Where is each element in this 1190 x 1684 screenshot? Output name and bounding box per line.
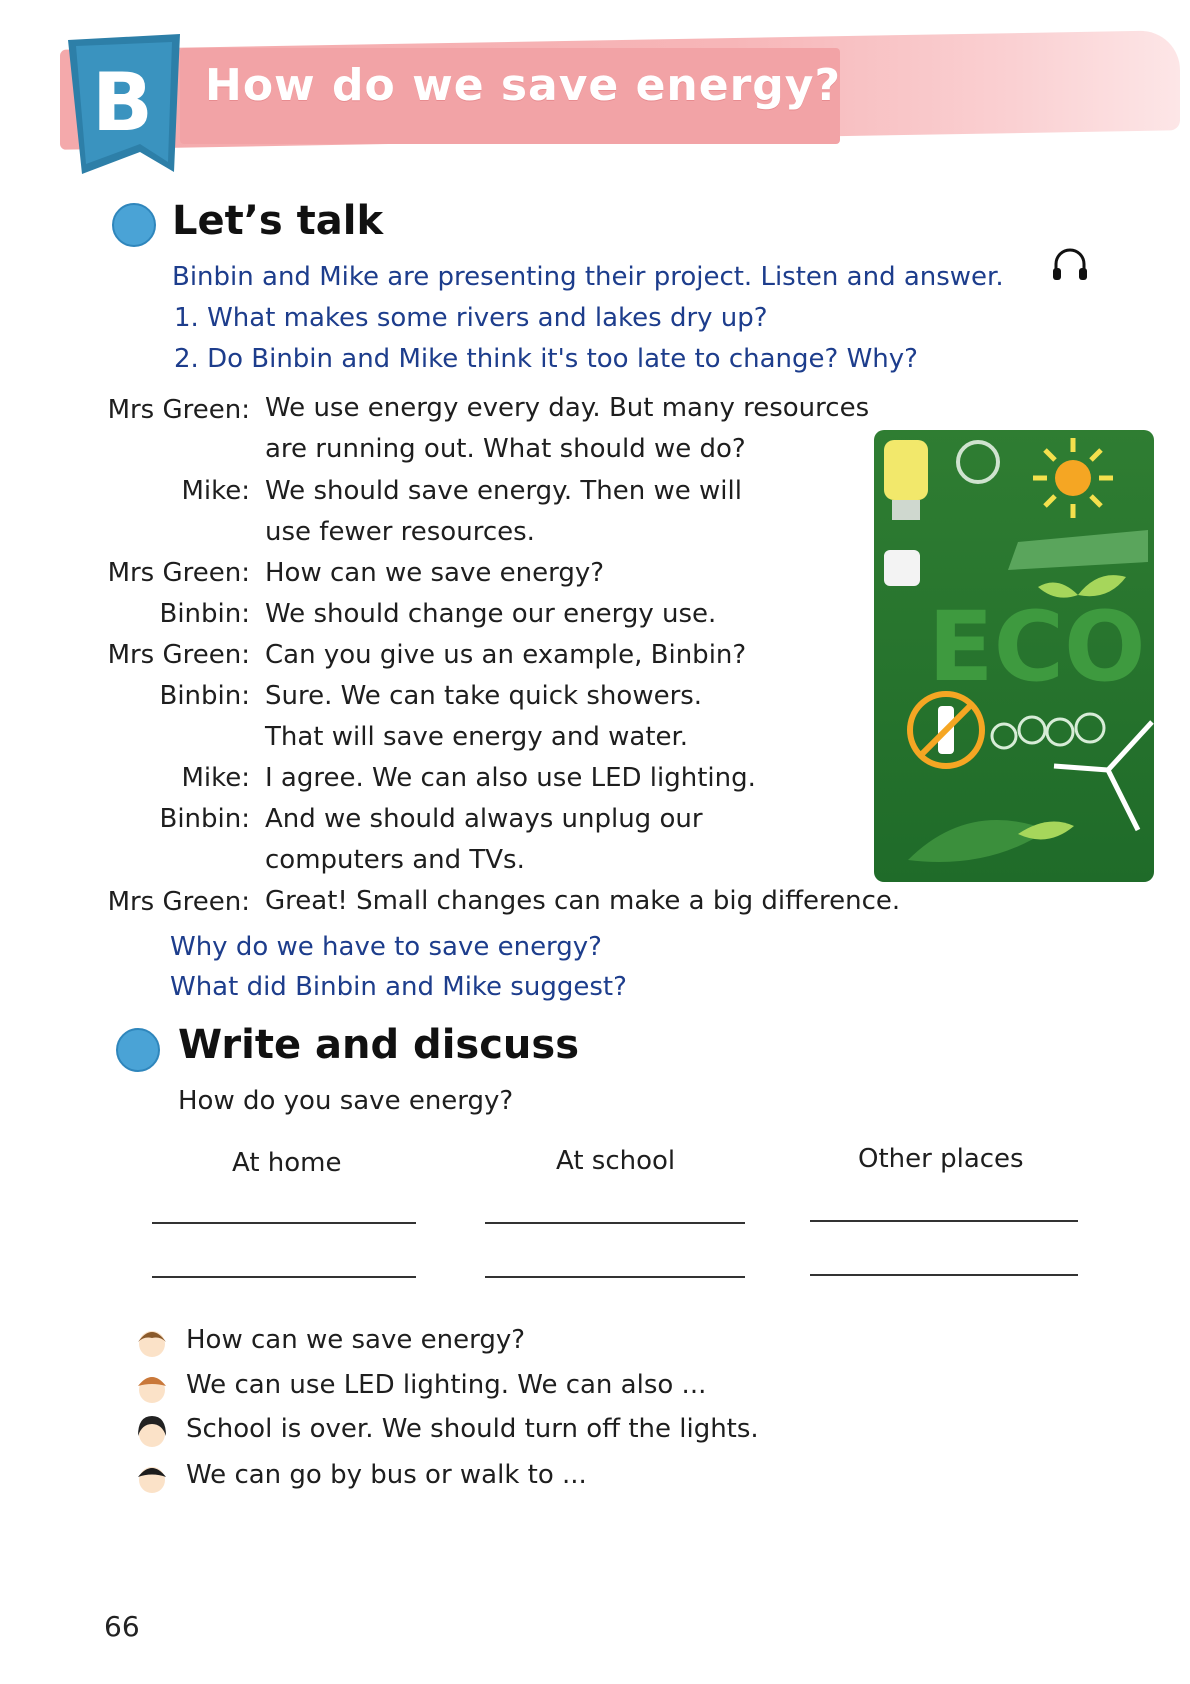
avatar-boy-orange-icon	[134, 1370, 170, 1406]
dialogue-speaker: Mrs Green:	[107, 395, 250, 425]
column-header-home: At home	[232, 1148, 342, 1178]
eco-illustration	[868, 430, 1156, 886]
dialogue-line: That will save energy and water.	[265, 722, 689, 752]
avatar-boy-dark-icon	[134, 1460, 170, 1496]
dialogue-line: Can you give us an example, Binbin?	[265, 640, 747, 670]
page-title: How do we save energy?	[205, 60, 842, 111]
dialogue-line: And we should always unplug our	[265, 804, 703, 834]
example-sentence: School is over. We should turn off the lights.	[186, 1414, 759, 1444]
follow-up-question: Why do we have to save energy?	[170, 932, 602, 962]
write-prompt: How do you save energy?	[178, 1086, 514, 1116]
dialogue-line: use fewer resources.	[265, 517, 535, 547]
answer-blank-other[interactable]	[810, 1274, 1078, 1276]
dialogue-line: We should change our energy use.	[265, 599, 717, 629]
dialogue-line: are running out. What should we do?	[265, 434, 746, 464]
dialogue-line: We should save energy. Then we will	[265, 476, 742, 506]
question-1: 1. What makes some rivers and lakes dry up?	[174, 303, 768, 333]
dialogue-speaker: Mike:	[181, 476, 250, 506]
dialogue-speaker: Mrs Green:	[107, 887, 250, 917]
column-header-other: Other places	[858, 1144, 1024, 1174]
dialogue-speaker: Binbin:	[159, 681, 250, 711]
follow-up-question: What did Binbin and Mike suggest?	[170, 972, 627, 1002]
column-header-school: At school	[556, 1146, 676, 1176]
plug-socket-icon	[884, 550, 920, 586]
section-bullet-icon	[112, 203, 156, 247]
dialogue-line: Great! Small changes can make a big difference.	[265, 886, 901, 916]
section-heading-lets-talk: Let’s talk	[172, 198, 384, 244]
answer-blank-school[interactable]	[485, 1222, 745, 1224]
answer-blank-other[interactable]	[810, 1220, 1078, 1222]
example-sentence: How can we save energy?	[186, 1325, 526, 1355]
avatar-girl-dark-icon	[134, 1414, 170, 1450]
section-heading-write-discuss: Write and discuss	[178, 1022, 580, 1068]
headphones-icon[interactable]	[1050, 246, 1090, 284]
dialogue-line: Sure. We can take quick showers.	[265, 681, 703, 711]
section-bullet-icon	[116, 1028, 160, 1072]
example-sentence: We can go by bus or walk to ...	[186, 1460, 587, 1490]
section-badge-letter: B	[92, 56, 153, 149]
instruction-text: Binbin and Mike are presenting their project. Listen and answer.	[172, 262, 1004, 292]
dialogue-speaker: Binbin:	[159, 804, 250, 834]
page-number: 66	[104, 1610, 140, 1643]
avatar-boy-brown-icon	[134, 1324, 170, 1360]
dialogue-speaker: Mike:	[181, 763, 250, 793]
dialogue-line: How can we save energy?	[265, 558, 605, 588]
answer-blank-home[interactable]	[152, 1276, 416, 1278]
example-sentence: We can use LED lighting. We can also ...	[186, 1370, 707, 1400]
answer-blank-home[interactable]	[152, 1222, 416, 1224]
question-2: 2. Do Binbin and Mike think it's too late to change? Why?	[174, 344, 918, 374]
dialogue-speaker: Mrs Green:	[107, 640, 250, 670]
sun-icon	[1033, 438, 1113, 518]
dialogue-line: We use energy every day. But many resources	[265, 393, 870, 423]
dialogue-speaker: Binbin:	[159, 599, 250, 629]
dialogue-line: computers and TVs.	[265, 845, 525, 875]
answer-blank-school[interactable]	[485, 1276, 745, 1278]
dialogue-line: I agree. We can also use LED lighting.	[265, 763, 756, 793]
eco-word: ECO	[928, 591, 1146, 703]
dialogue-speaker: Mrs Green:	[107, 558, 250, 588]
